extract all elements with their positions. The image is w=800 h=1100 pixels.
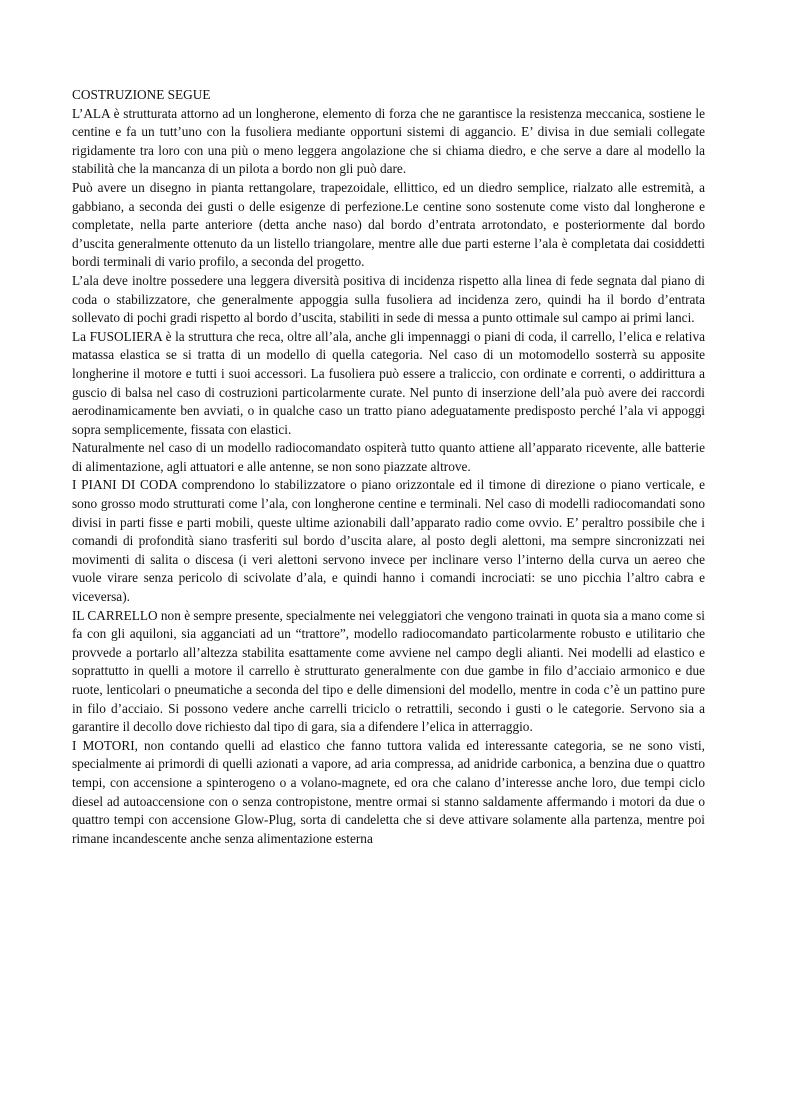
paragraph-incidenza: L’ala deve inoltre possedere una leggera diversità positiva di incidenza rispetto alla linea di fede segnata dal piano di coda o stabilizzatore, che generalmente appoggia sulla fusoliera ad incidenza zero, quindi ha il bordo d’entrata sollevato di pochi gradi rispetto al bordo d’uscita, stabiliti in sede di messa a punto ottimale sul campo ai primi lanci. <box>72 272 705 326</box>
paragraph-ala: L’ALA è strutturata attorno ad un longherone, elemento di forza che ne garantisce la resistenza meccanica, sostiene le centine e fa un tutt’uno con la fusoliera mediante opportuni sistemi di aggancio. E’ divisa in due semiali collegate rigidamente tra loro con una più o meno leggera angolazione che si chiama diedro, e che serve a dare al modello la stabilità che la mancanza di un pilota a bordo non gli può dare. <box>72 105 705 177</box>
paragraph-radiocomandato: Naturalmente nel caso di un modello radiocomandato ospiterà tutto quanto attiene all’apparato ricevente, alle batterie di alimentazione, agli attuatori e alle antenne, se non sono piazzate altrove. <box>72 440 705 474</box>
paragraph-motori: I MOTORI, non contando quelli ad elastico che fanno tuttora valida ed interessante categoria, se ne sono visti, specialmente ai primordi di quelli azionati a vapore, ad aria compressa, ad anidride carbonica, a benzina due o quattro tempi, con accensione a spinterogeno o a volano-magnete, ed ora che calano d’interesse anche loro, due tempi ciclo diesel ad autoaccensione con o senza contropistone, mentre ormai si stanno saldamente affermando i motori da due o quattro tempi con accensione Glow-Plug, sorta di candeletta che si deve attivare solamente alla partenza, mentre poi rimane incandescente anche senza alimentazione esterna <box>72 737 705 846</box>
paragraph-fusoliera: La FUSOLIERA è la struttura che reca, oltre all’ala, anche gli impennaggi o piani di coda, il carrello, l’elica e relativa matassa elastica se si tratta di un modello di quella categoria. Nel caso di un motomodello sosterrà su apposite longherine il motore e tutti i suoi accessori. La fusoliera può essere a traliccio, con ordinate e correnti, o addirittura a guscio di balsa nel caso di costruzioni particolarmente curate. Nel punto di inserzione dell’ala può avere dei raccordi aerodinamicamente ben avviati, o in qualche caso un tratto piano adeguatamente predisposto perché l’ala vi appoggi sopra semplicemente, fissata con elastici. <box>72 328 705 437</box>
document-page <box>72 86 705 848</box>
section-heading: COSTRUZIONE SEGUE <box>72 87 211 102</box>
paragraph-carrello: IL CARRELLO non è sempre presente, specialmente nei veleggiatori che vengono trainati in quota sia a mano come si fa con gli aquiloni, sia agganciati ad un “trattore”, modello radiocomandato particolarmente robusto e utilitario che provvede a portarlo all’altezza stabilita esattamente come avviene nel campo degli alianti. Nei modelli ad elastico e soprattutto in quelli a motore il carrello è strutturato generalmente con due gambe in filo d’acciaio armonico e due ruote, lenticolari o pneumatiche a seconda del tipo e delle dimensioni del modello, mentre in coda c’è un pattino pure in filo d’acciaio. Si possono vedere anche carrelli triciclo o retrattili, secondo i gusti o le categorie. Servono sia a garantire il decollo dove richiesto dal tipo di gara, sia a difendere l’elica in atterraggio. <box>72 607 705 735</box>
paragraph-pianta: Può avere un disegno in pianta rettangolare, trapezoidale, ellittico, ed un diedro semplice, rialzato alle estremità, a gabbiano, a seconda dei gusti o delle esigenze di perfezione.Le centine sono sostenute come visto dal longherone e completate, nella parte anteriore (detta anche naso) dal bordo d’entrata arrotondato, e posteriormente dal bordo d’uscita generalmente ottenuto da un listello triangolare, mentre alle due parti esterne l’ala è completata dai cosiddetti bordi terminali di vario profilo, a seconda del progetto. <box>72 179 705 270</box>
paragraph-piani-di-coda: I PIANI DI CODA comprendono lo stabilizzatore o piano orizzontale ed il timone di direzione o piano verticale, e sono grosso modo strutturati come l’ala, con longherone centine e terminali. Nel caso di modelli radiocomandati sono divisi in parti fisse e parti mobili, queste ultime azionabili dall’apparato radio come ovvio. E’ peraltro possibile che i comandi di profondità siano trasferiti sul bordo d’uscita alare, al posto degli alettoni, ma sempre sincronizzati nei movimenti di salita o discesa (i veri alettoni servono invece per inclinare verso l’interno della curva un aereo che vuole virare senza pericolo di scivolate d’ala, e quindi hanno i comandi incrociati: se uno picchia l’altro cabra e viceversa). <box>72 477 705 605</box>
